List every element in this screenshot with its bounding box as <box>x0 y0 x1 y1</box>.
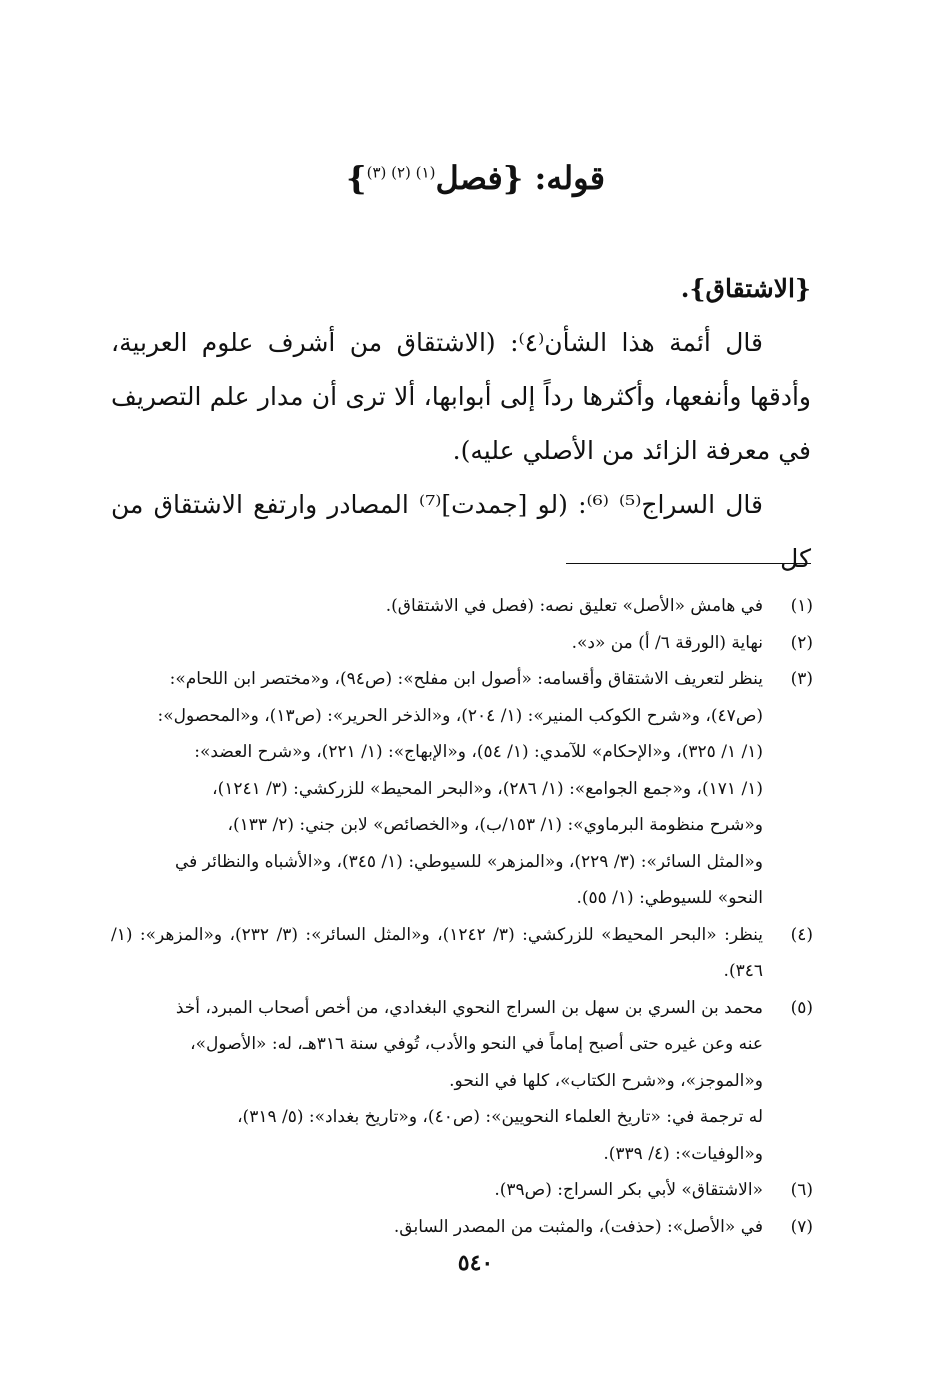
footnote-number: (٣) <box>790 669 813 689</box>
main-text-paragraph-2: قال السراج⁽⁵⁾ ⁽⁶⁾: (لو [جمدت]⁽⁷⁾ المصادر وارتفع الاشتقاق من كل <box>111 490 811 573</box>
footnote-line: و«المثل السائر»: (٣/ ٢٢٩)، و«المزهر» للسيوطي: (١/ ٣٤٥)، و«الأشباه والنظائر في <box>174 851 763 872</box>
footnote-number: (٤) <box>790 924 813 945</box>
heading-text: قوله: {فصل <box>435 159 605 197</box>
footnote-item <box>111 661 813 917</box>
main-text-paragraph-1: قال أئمة هذا الشأن⁽٤⁾: (الاشتقاق من أشرف علوم العربية، وأدقها وأنفعها، وأكثرها رداً إلى أبوابها، ألا ترى أن مدار علم التصريف في معرفة الزائد من الأصلي عليه). <box>111 328 811 465</box>
heading-close-brace: } <box>346 159 367 197</box>
footnote-line: (ص٤٧)، و«شرح الكوكب المنير»: (١/ ٢٠٤)، و«الذخر الحرير»: (ص١٣)، و«المحصول»: <box>157 705 763 726</box>
footnote-line: و«الموجز»، و«شرح الكتاب»، كلها في النحو. <box>449 1070 763 1091</box>
footnote-line: ينظر لتعريف الاشتقاق وأقسامه: «أصول ابن مفلح»: (ص٩٤)، و«مختصر ابن اللحام»: <box>169 669 763 689</box>
footnote-line: (١/ ١٧١)، و«جمع الجوامع»: (١/ ٢٨٦)، و«البحر المحيط» للزركشي: (٣/ ١٢٤١)، <box>212 778 763 799</box>
footnote-line: و«شرح منظومة البرماوي»: (١/ ١٥٣/ب)، و«الخصائص» لابن جني: (٢/ ١٣٣)، <box>227 815 763 835</box>
page-number: ٥٤٠ <box>457 1250 494 1276</box>
footnote-number: (١) <box>790 596 813 616</box>
footnote-line: «الاشتقاق» لأبي بكر السراج: (ص٣٩). <box>494 1180 763 1200</box>
footnote-line: محمد بن السري بن سهل بن السراج النحوي البغدادي، من أخص أصحاب المبرد، أخذ <box>175 997 763 1018</box>
section-heading <box>0 150 951 206</box>
footnote-item <box>111 1209 813 1246</box>
footnote-line: له ترجمة في: «تاريخ العلماء النحويين»: (ص٤٠)، و«تاريخ بغداد»: (٥/ ٣١٩)، <box>237 1107 763 1127</box>
footnote-line: نهاية (الورقة ٦/ أ) من «د». <box>571 632 763 653</box>
footnotes <box>111 588 813 1245</box>
footnote-line: في «الأصل»: (حذفت)، والمثبت من المصدر السابق. <box>393 1216 763 1237</box>
footnote-number: (٥) <box>790 997 813 1018</box>
main-text-term: {الاشتقاق}. <box>680 274 811 303</box>
footnote-line: و«الوفيات»: (٤/ ٣٣٩). <box>603 1143 763 1164</box>
footnote-number: (٧) <box>790 1216 813 1237</box>
footnote-separator <box>566 563 811 564</box>
footnote-line: ينظر: «البحر المحيط» للزركشي: (٣/ ١٢٤٢)، و«المثل السائر»: (٣/ ٢٣٢)، و«المزهر»: (١/ ٣٤٦). <box>111 924 764 981</box>
footnote-line: عنه وعن غيره حتى أصبح إماماً في النحو والأدب، تُوفي سنة ٣١٦هـ، له: «الأصول»، <box>190 1034 763 1054</box>
footnote-item <box>111 625 813 662</box>
footnote-number: (٦) <box>790 1180 813 1200</box>
footnote-line: (١/ ١/ ٣٢٥)، و«الإحكام» للآمدي: (١/ ٥٤)، و«الإبهاج»: (١/ ٢٢١)، و«شرح العضد»: <box>194 742 763 762</box>
footnote-item <box>111 990 813 1100</box>
footnote-line: النحو» للسيوطي: (١/ ٥٥). <box>576 888 763 908</box>
footnote-item <box>111 1099 813 1172</box>
footnote-item <box>111 1172 813 1209</box>
footnote-line: في هامش «الأصل» تعليق نصه: (فصل في الاشتقاق). <box>385 596 763 616</box>
main-text <box>111 262 811 586</box>
heading-footnote-refs: (١) (٢) (٣) <box>366 163 436 182</box>
footnote-item <box>111 588 813 625</box>
footnote-number: (٢) <box>790 632 813 653</box>
footnote-item <box>111 917 813 990</box>
